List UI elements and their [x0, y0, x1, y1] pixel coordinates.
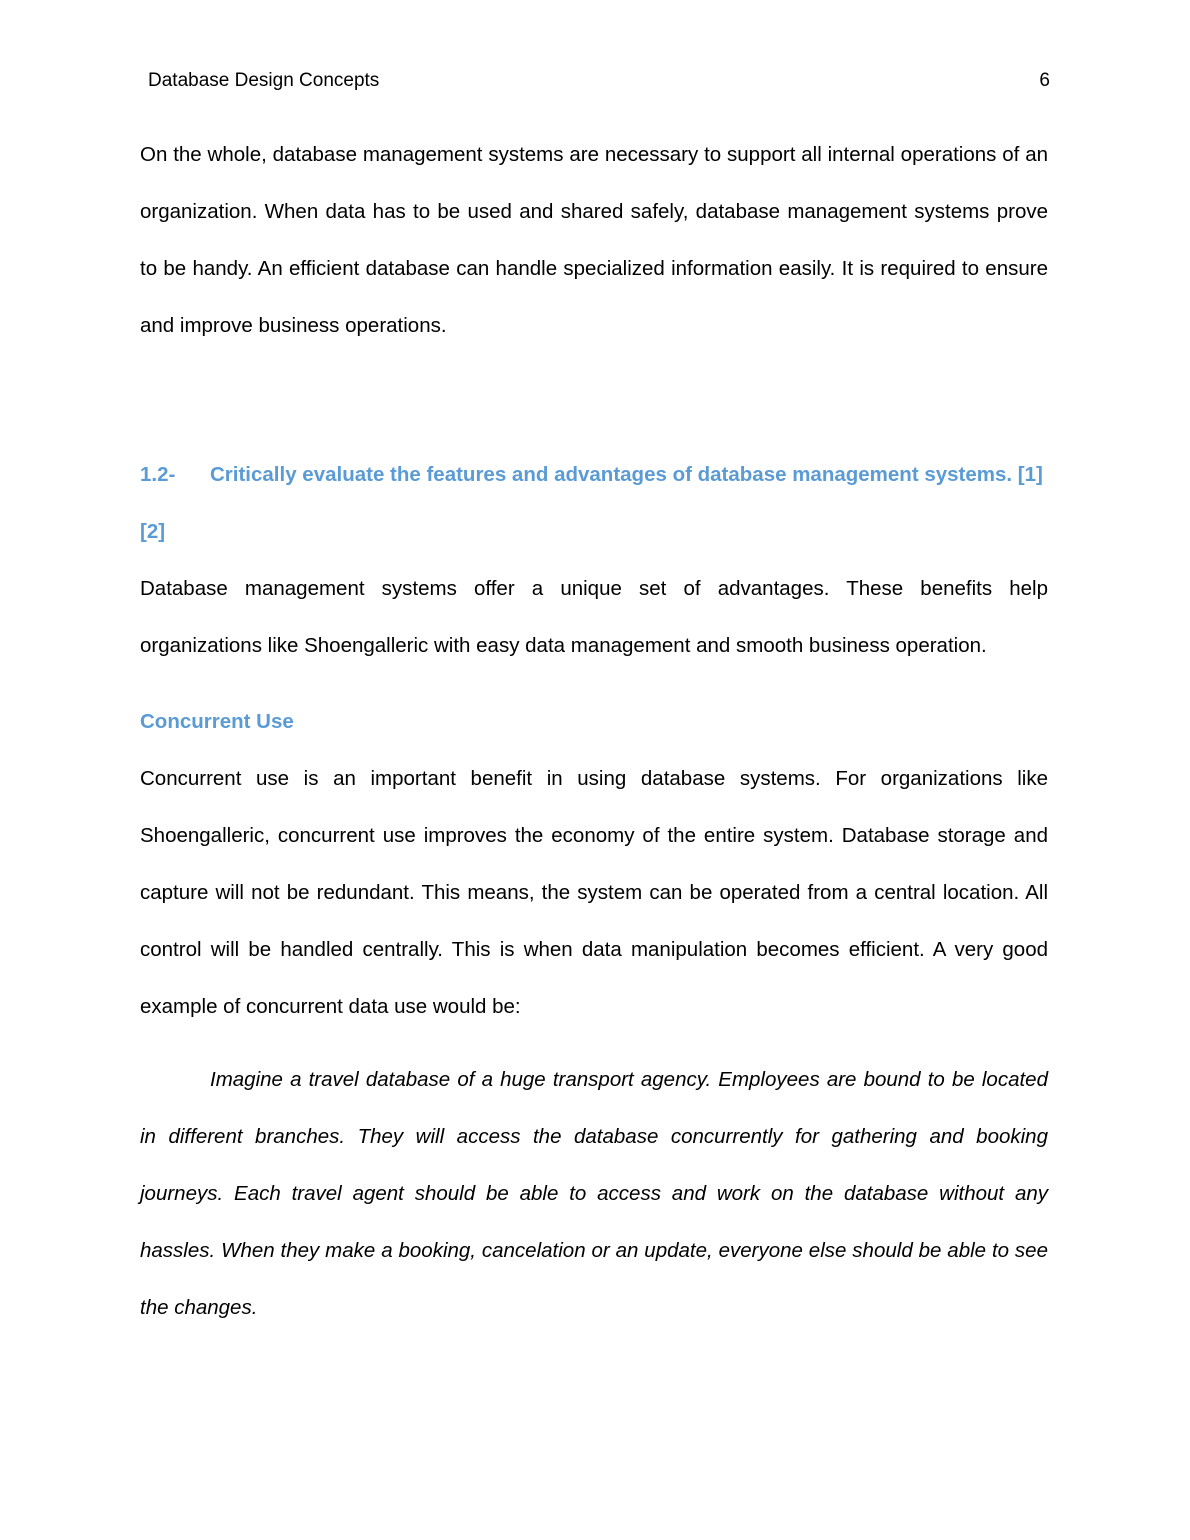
- section-heading-1-2: [140, 446, 1048, 560]
- intro-paragraph: On the whole, database management systems are necessary to support all internal operations of an organization. When data has to be used and shared safely, database management systems prove to be handy. An efficient database can handle specialized information easily. It is required to ensure and improve business operations.: [140, 143, 1048, 337]
- concurrent-use-paragraph: Concurrent use is an important benefit in using database systems. For organizations like Shoengalleric, concurrent use improves the economy of the entire system. Database storage and capture will not be redundant. This means, the system can be operated from a central location. All control will be handled centrally. This is when data manipulation becomes efficient. A very good example of concurrent data use would be:: [140, 767, 1048, 1018]
- section-number: 1.2-: [140, 463, 176, 486]
- page-number: 6: [1039, 70, 1050, 91]
- running-head-title: Database Design Concepts: [148, 70, 380, 91]
- example-quote-paragraph: Imagine a travel database of a huge transport agency. Employees are bound to be located in different branches. They will access the database concurrently for gathering and booking journeys. Each travel agent should be able to access and work on the database without any hassles. When they make a booking, cancelation or an update, everyone else should be able to see the changes.: [140, 1068, 1048, 1319]
- page-header: [140, 70, 1050, 98]
- advantages-paragraph: Database management systems offer a unique set of advantages. These benefits help organizations like Shoengalleric with easy data management and smooth business operation.: [140, 577, 1048, 657]
- concurrent-use-heading: Concurrent Use: [140, 710, 294, 733]
- section-title: Critically evaluate the features and advantages of database management systems. [1] [2]: [140, 463, 1043, 543]
